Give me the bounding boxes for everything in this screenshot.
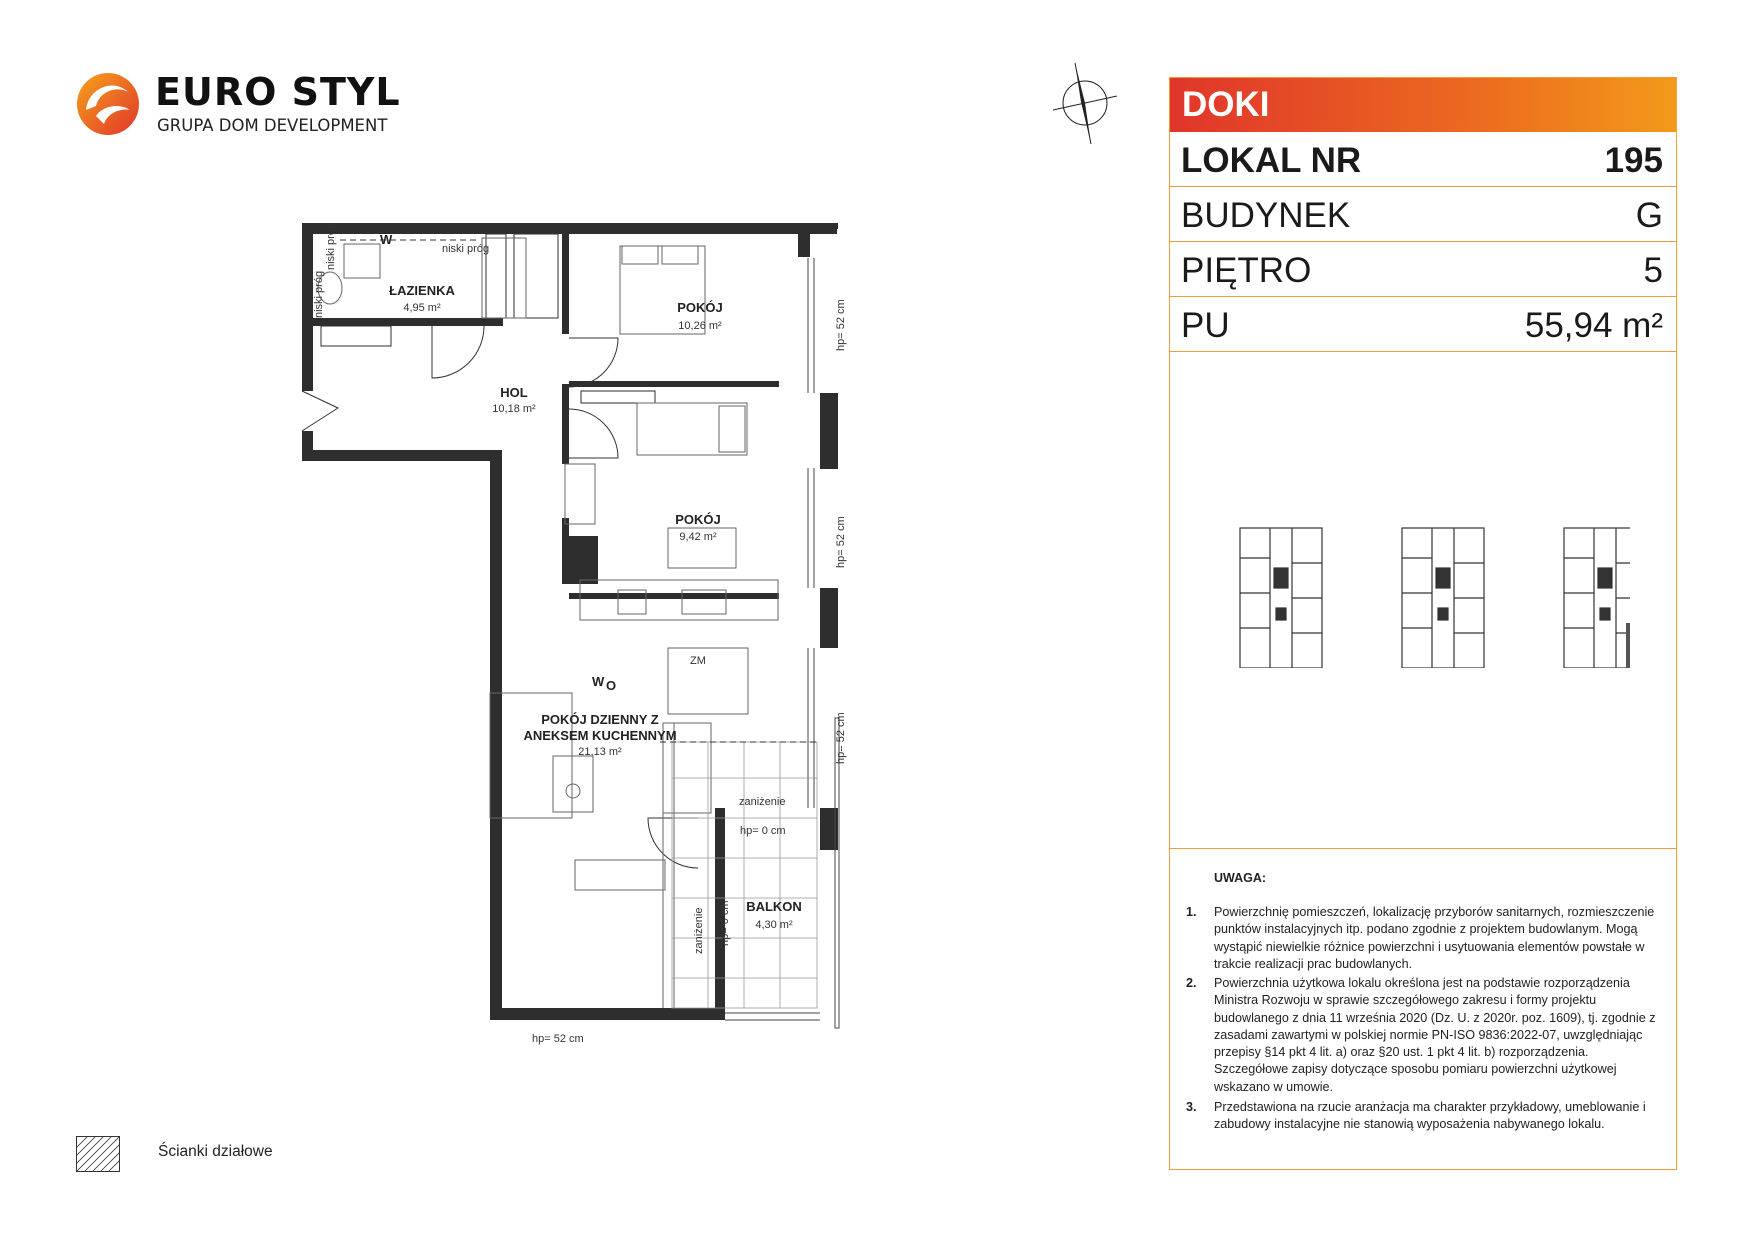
info-row-usable-area: [1170, 297, 1676, 352]
room-balcony-area: 4,30 m²: [755, 919, 793, 931]
annotation-niski-prog-side-a: niski próg: [325, 222, 337, 270]
annotation-hp-zero-side: hp= 0 cm: [719, 900, 731, 946]
annotation-zanizenie-side: zaniżenie: [693, 907, 705, 954]
room-bedroom1-area: 10,26 m²: [678, 320, 722, 332]
annotation-hp-zero-top: hp= 0 cm: [740, 825, 786, 837]
room-living-area: 21,13 m²: [578, 746, 622, 758]
estate-name: DOKI: [1182, 85, 1270, 124]
room-bathroom-name: ŁAZIENKA: [389, 283, 455, 298]
notes-title: UWAGA:: [1214, 871, 1267, 885]
annotation-water: W: [592, 674, 605, 689]
info-value: 195: [1604, 141, 1663, 180]
key-plan-1: [1240, 528, 1322, 668]
info-label: BUDYNEK: [1181, 196, 1351, 235]
info-value: 55,94 m²: [1524, 306, 1663, 345]
apartment-info-panel: [1169, 77, 1677, 1170]
note-text: Powierzchnia użytkowa lokalu określona jest na podstawie rozporządzenia Ministra Rozwoju w sprawie szczegółowego zakresu i formy projektu budowlanego z dnia 11 września 2020 (Dz. U. z 2020r. poz. 1609), tj. zgodnie z zasadami zawartymi w polskiej normie PN-ISO 9836:2022-07, uwzględniając przepisy §14 pkt 4 lit. a) oraz §20 ust. 1 pkt 4 lit. b) rozporządzenia. Szczegółowe zapisy dotyczące sposobu pomiaru powierzchni użytkowej wskazano w umowie.: [1214, 976, 1656, 1094]
highlighted-unit: [1626, 623, 1630, 668]
room-bathroom-area: 4,95 m²: [403, 302, 441, 314]
note-item: [1186, 904, 1656, 973]
note-number: 2.: [1186, 976, 1197, 990]
note-item: [1186, 1099, 1656, 1134]
key-plan-2: [1402, 528, 1484, 668]
info-label: PIĘTRO: [1181, 251, 1312, 290]
brand-name: EURO STYL: [155, 70, 401, 114]
annotation-niski-prog-side-b: niski próg: [313, 270, 325, 318]
annotation-water-bath: W: [380, 232, 393, 247]
balcony-grid: [672, 742, 817, 1008]
annotation-zm: ZM: [690, 655, 706, 667]
estate-header: [1170, 78, 1676, 132]
building-key-plans: [1210, 518, 1630, 668]
key-plan-3: [1564, 528, 1630, 668]
room-living-name-line2: ANEKSEM KUCHENNYM: [523, 728, 677, 743]
brand-subtitle: GRUPA DOM DEVELOPMENT: [157, 116, 388, 135]
annotation-zanizenie-top: zaniżenie: [739, 796, 786, 808]
room-hall-area: 10,18 m²: [492, 403, 536, 415]
info-row-unit-number: [1170, 132, 1676, 187]
info-row-floor: [1170, 242, 1676, 297]
annotation-hp-window-3: hp= 52 cm: [835, 712, 847, 764]
note-item: [1186, 975, 1656, 1096]
partition-wall-hatch-icon: [76, 1136, 120, 1172]
room-hall-name: HOL: [500, 385, 528, 400]
note-text: Przedstawiona na rzucie aranżacja ma charakter przykładowy, umeblowanie i zabudowy instalacyjne nie stanowią wyposażenia nabywanego lokalu.: [1214, 1100, 1646, 1132]
room-bedroom1-name: POKÓJ: [677, 300, 723, 315]
room-balcony-name: BALKON: [746, 899, 802, 914]
north-arrow-icon: [1045, 58, 1125, 148]
info-label: LOKAL NR: [1181, 141, 1362, 180]
info-row-building: [1170, 187, 1676, 242]
annotation-hp-bottom: hp= 52 cm: [532, 1033, 584, 1045]
notes-divider: [1170, 848, 1676, 849]
annotation-hp-window-1: hp= 52 cm: [835, 299, 847, 351]
eurostyl-logo-icon: [74, 70, 142, 138]
info-value: G: [1635, 196, 1663, 235]
info-value: 5: [1643, 251, 1663, 290]
room-bedroom2-name: POKÓJ: [675, 512, 721, 527]
annotation-hp-window-2: hp= 52 cm: [835, 516, 847, 568]
annotation-sewage: O: [606, 678, 617, 693]
furniture: [318, 238, 778, 1008]
note-number: 1.: [1186, 905, 1197, 919]
info-label: PU: [1181, 306, 1230, 345]
note-text: Powierzchnię pomieszczeń, lokalizację przyborów sanitarnych, rozmieszczenie punktów instalacyjnych itp. podano zgodnie z projektem budowlanym. Mogą wystąpić niewielkie różnice powierzchni i usytuowania elementów powstałe w trakcie realizacji prac budowlanych.: [1214, 905, 1655, 971]
note-number: 3.: [1186, 1100, 1197, 1114]
legend-label: Ścianki działowe: [158, 1143, 273, 1160]
annotation-niski-prog-top: niski próg: [442, 243, 490, 255]
floor-plan: [300, 218, 860, 1060]
room-bedroom2-area: 9,42 m²: [679, 531, 717, 543]
room-living-name-line1: POKÓJ DZIENNY Z: [541, 712, 659, 727]
